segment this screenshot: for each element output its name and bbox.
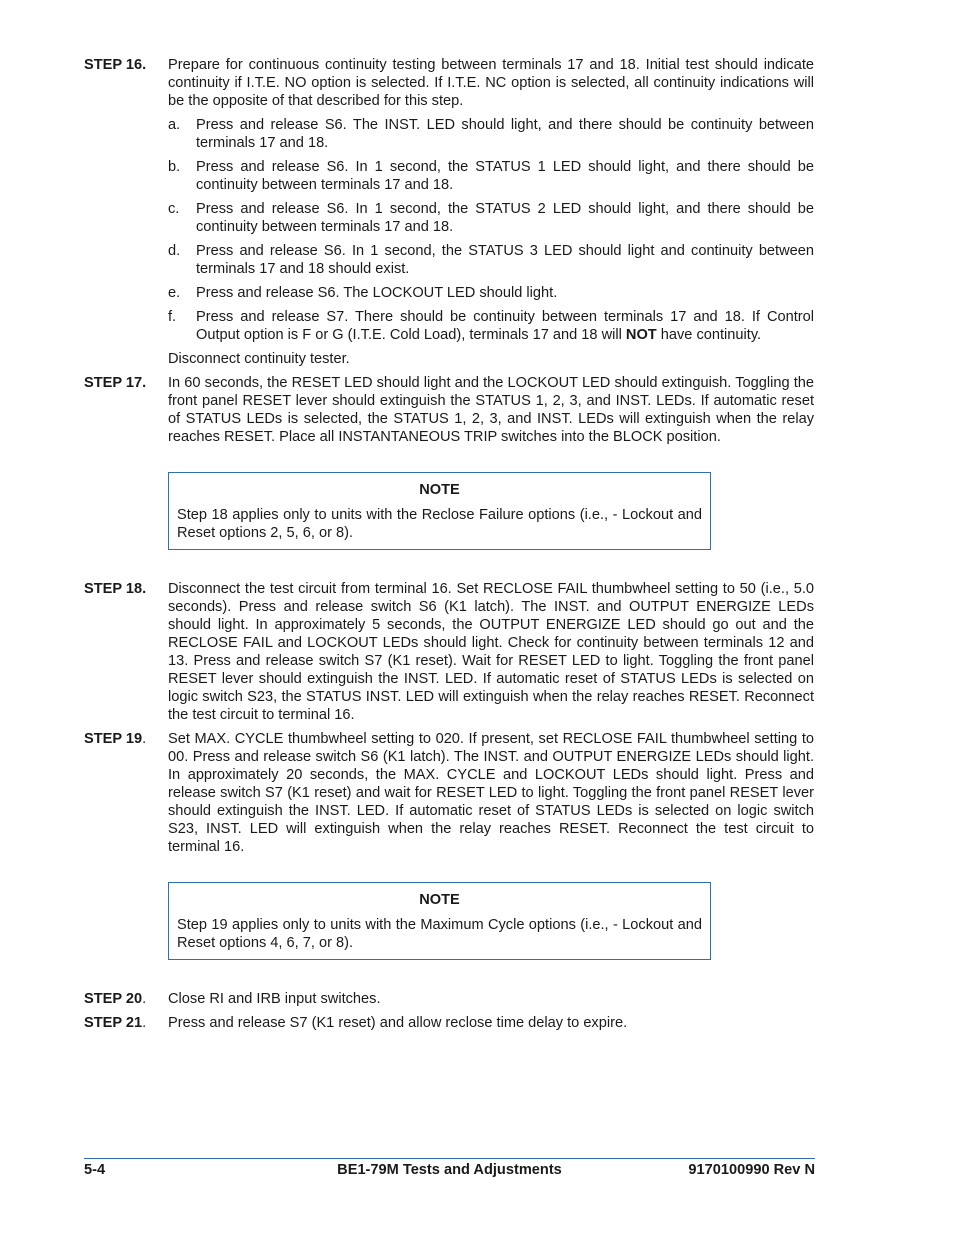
step-16-item-d (168, 242, 814, 278)
step-19 (84, 730, 814, 856)
note-text: Step 18 applies only to units with the Reclose Failure options (i.e., - Lockout and Reset options 2, 5, 6, or 8). (177, 507, 702, 541)
step-16-item-c (168, 200, 814, 236)
item-letter: a. (168, 117, 181, 133)
footer-page-number: 5-4 (84, 1162, 106, 1178)
step-19-label-text: STEP 19 (84, 731, 143, 747)
step-16-after-text: Disconnect continuity tester. (168, 351, 350, 367)
step-17 (84, 374, 814, 446)
step-20-label-dot: . (142, 991, 147, 1007)
step-16-item-f (168, 308, 814, 344)
step-19-text: Set MAX. CYCLE thumbwheel setting to 020. If present, set RECLOSE FAIL thumbwheel setting to 00. Press and release switch S6 (K1 latch). The INST. and OUTPUT ENERGIZE LEDs should light. In approximately 20 seconds, the MAX. CYCLE and LOCKOUT LEDs should light. Press and release switch S7 (K1 reset) and wait for RESET LED to light. Toggling the front panel RESET lever should extinguish the INST. LED. If automatic reset of STATUS LEDs is selected on logic switch S23, INST. LED will extinguish when the relay reaches RESET. Reconnect the test circuit to terminal 16. (168, 731, 814, 855)
step-16-item-a (168, 116, 814, 152)
step-18-label: STEP 18. (84, 581, 147, 597)
step-21-text: Press and release S7 (K1 reset) and allow reclose time delay to expire. (168, 1015, 628, 1031)
item-text: Press and release S6. In 1 second, the STATUS 1 LED should light, and there should be continuity between terminals 17 and 18. (196, 159, 814, 193)
step-17-label: STEP 17. (84, 375, 147, 391)
note-title: NOTE (419, 892, 460, 908)
item-text: Press and release S6. The LOCKOUT LED should light. (196, 285, 558, 301)
item-letter: d. (168, 243, 181, 259)
step-21-label (84, 1014, 146, 1032)
step-20-label-text: STEP 20 (84, 991, 143, 1007)
step-21-label-dot: . (142, 1015, 147, 1031)
step-18 (84, 580, 814, 724)
note-text: Step 19 applies only to units with the Maximum Cycle options (i.e., - Lockout and Reset options 4, 6, 7, or 8). (177, 917, 702, 951)
step-16-text: Prepare for continuous continuity testing between terminals 17 and 18. Initial test should indicate continuity if I.T.E. NO option is selected. If I.T.E. NC option is selected, all continuity indications will be the opposite of that described for this step. (168, 57, 814, 109)
step-16 (84, 56, 814, 368)
page-content (84, 56, 814, 1038)
item-letter: c. (168, 201, 180, 217)
item-text-after: have continuity. (656, 327, 762, 343)
step-20 (84, 990, 814, 1008)
step-16-item-b (168, 158, 814, 194)
step-16-label: STEP 16. (84, 57, 147, 73)
step-19-label (84, 730, 146, 748)
step-19-label-dot: . (142, 731, 147, 747)
footer-doc-number: 9170100990 Rev N (688, 1162, 815, 1178)
item-letter: e. (168, 285, 181, 301)
item-letter: f. (168, 309, 177, 325)
step-20-text: Close RI and IRB input switches. (168, 991, 381, 1007)
step-21-label-text: STEP 21 (84, 1015, 143, 1031)
step-17-text: In 60 seconds, the RESET LED should light and the LOCKOUT LED should extinguish. Toggling the front panel RESET lever should extinguish the STATUS 1, 2, 3, and INST. LEDs. If automatic reset of STATUS LEDs is selected, the STATUS 1, 2, 3, and INST. LEDs will extinguish when the relay reaches RESET. Place all INSTANTANEOUS TRIP switches into the BLOCK position. (168, 375, 814, 445)
item-letter: b. (168, 159, 181, 175)
page-footer (84, 1158, 815, 1178)
note-title: NOTE (419, 482, 460, 498)
note-box-1 (168, 472, 711, 550)
item-text-bold: NOT (625, 327, 657, 343)
step-20-label (84, 990, 146, 1008)
item-text: Press and release S6. In 1 second, the STATUS 2 LED should light, and there should be continuity between terminals 17 and 18. (196, 201, 814, 235)
item-text: Press and release S6. The INST. LED should light, and there should be continuity between terminals 17 and 18. (196, 117, 814, 151)
step-18-text: Disconnect the test circuit from terminal 16. Set RECLOSE FAIL thumbwheel setting to 50 (i.e., 5.0 seconds). Press and release switch S6 (K1 latch). The INST. and OUTPUT ENERGIZE LEDs should light. In approximately 5 seconds, the OUTPUT ENERGIZE LED should go out and the RECLOSE FAIL and LOCKOUT LEDs should light. Check for continuity between terminals 12 and 13. Press and release switch S7 (K1 reset). Wait for RESET LED to light. Toggling the front panel RESET lever should extinguish the INST. LED. If automatic reset of STATUS LEDs is selected on logic switch S23, the STATUS INST. LED will extinguish when the relay reaches RESET. Reconnect the test circuit to terminal 16. (168, 581, 814, 723)
step-21 (84, 1014, 814, 1032)
item-text-before: Press and release S7. There should be continuity between terminals 17 and 18. If Control Output option is F or G (I.T.E. Cold Load), terminals 17 and 18 will (196, 309, 814, 343)
note-box-2 (168, 882, 711, 960)
item-text: Press and release S6. In 1 second, the STATUS 3 LED should light and continuity between terminals 17 and 18 should exist. (196, 243, 814, 277)
footer-title: BE1-79M Tests and Adjustments (337, 1162, 562, 1178)
step-16-item-e (168, 284, 814, 302)
